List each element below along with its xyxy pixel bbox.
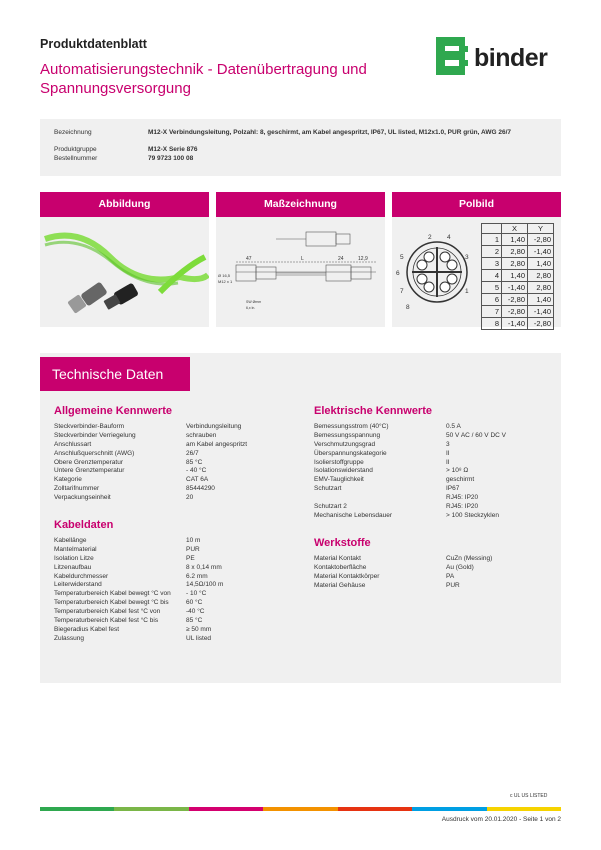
table-cell: -2,80 xyxy=(528,318,554,330)
spec-value: -40 °C xyxy=(186,608,205,616)
spec-key: Isolierstoffgruppe xyxy=(314,458,364,466)
technical-data-section xyxy=(40,353,561,683)
spec-key: Litzenaufbau xyxy=(54,563,92,571)
spec-key: EMV-Tauglichkeit xyxy=(314,476,364,484)
spec-row xyxy=(54,441,294,450)
spec-row xyxy=(54,432,294,441)
panel-masszeichnung xyxy=(216,192,385,327)
spec-row xyxy=(54,617,294,626)
spec-row xyxy=(54,485,294,494)
table-cell: 2,80 xyxy=(528,282,554,294)
spec-key: Schutzart 2 xyxy=(314,503,347,511)
table-cell: 5 xyxy=(482,282,502,294)
product-image xyxy=(40,217,209,327)
color-bar-segment xyxy=(40,807,114,811)
spec-key: Biegeradius Kabel fest xyxy=(54,625,120,633)
table-cell: 2 xyxy=(482,246,502,258)
table-row xyxy=(482,294,554,306)
table-cell: 1 xyxy=(482,234,502,246)
dim-l: L xyxy=(301,256,304,262)
table-header-cell: X xyxy=(502,224,528,234)
spec-row xyxy=(54,494,294,503)
print-info: Ausdruck vom 20.01.2020 - Seite 1 von 2 xyxy=(441,816,561,823)
panel-title: Maßzeichnung xyxy=(216,192,385,217)
doc-type: Produktdatenblatt xyxy=(40,37,147,51)
spec-list-allgemein xyxy=(54,423,294,503)
pin-label: 7 xyxy=(400,288,404,295)
table-header-cell: Y xyxy=(528,224,554,234)
table-row xyxy=(482,234,554,246)
spec-row xyxy=(54,626,294,635)
spec-row xyxy=(54,564,294,573)
spec-key: Kontaktoberfläche xyxy=(314,563,367,571)
spec-value: 10 m xyxy=(186,537,201,544)
table-cell: -1,40 xyxy=(528,306,554,318)
spec-row xyxy=(314,485,554,494)
panel-polbild xyxy=(392,192,561,327)
pin-coordinate-table xyxy=(481,223,554,330)
panel-title: Polbild xyxy=(392,192,561,217)
dim-24: 24 xyxy=(338,256,344,262)
spec-key: Bemessungsspannung xyxy=(314,431,381,439)
spec-row xyxy=(314,503,554,512)
spec-value: 85 °C xyxy=(186,617,203,625)
spec-value: geschirmt xyxy=(446,476,475,484)
color-bar-segment xyxy=(189,807,263,811)
panel-abbildung xyxy=(40,192,209,327)
spec-key: Verpackungseinheit xyxy=(54,494,111,502)
table-cell: -2,80 xyxy=(502,306,528,318)
color-bar-segment xyxy=(338,807,412,811)
spec-row xyxy=(54,423,294,432)
spec-value: PA xyxy=(446,572,455,580)
spec-value: CAT 6A xyxy=(186,476,209,484)
table-cell: -1,40 xyxy=(528,246,554,258)
spec-value: RJ45: IP20 xyxy=(446,503,479,511)
table-cell: 2,80 xyxy=(502,258,528,270)
table-cell: -1,40 xyxy=(502,282,528,294)
table-cell: 1,40 xyxy=(502,270,528,282)
spec-row xyxy=(314,512,554,521)
spec-key: Steckverbinder-Bauform xyxy=(54,423,125,430)
spec-value: 26/7 xyxy=(186,449,199,457)
spec-value: 14,5Ω/100 m xyxy=(186,581,224,589)
color-bar-segment xyxy=(487,807,561,811)
spec-row xyxy=(54,546,294,555)
table-cell: 4 xyxy=(482,270,502,282)
info-label: Bestellnummer xyxy=(54,155,98,162)
spec-value: RJ45: IP20 xyxy=(446,494,479,502)
dim-dia: Ø 16,5 xyxy=(218,273,231,278)
table-cell: 6 xyxy=(482,294,502,306)
spec-value: - 10 °C xyxy=(186,590,207,598)
spec-row xyxy=(54,537,294,546)
spec-row xyxy=(314,467,554,476)
spec-row xyxy=(314,555,554,564)
spec-key: Material Kontakt xyxy=(314,555,361,562)
spec-row xyxy=(314,441,554,450)
spec-key: Temperaturbereich Kabel bewegt °C bis xyxy=(54,599,169,607)
spec-key: Material Gehäuse xyxy=(314,581,366,589)
spec-row xyxy=(54,573,294,582)
table-cell: 7 xyxy=(482,306,502,318)
spec-value: 0.5 A xyxy=(446,423,461,430)
spec-key: Steckverbinder Verriegelung xyxy=(54,431,136,439)
spec-key: Zolltarifnummer xyxy=(54,485,100,493)
table-cell: -2,80 xyxy=(528,234,554,246)
pin-diagram xyxy=(392,217,561,327)
spec-key: Schutzart xyxy=(314,485,342,493)
pin-label: 5 xyxy=(400,254,404,261)
dim-m12: M12 x 1 xyxy=(218,279,233,284)
info-box xyxy=(40,119,561,176)
color-bar-segment xyxy=(412,807,486,811)
heading-werkstoffe: Werkstoffe xyxy=(314,537,371,549)
spec-value: II xyxy=(446,458,450,466)
dimension-drawing-icon xyxy=(216,217,385,327)
table-header-cell xyxy=(482,224,502,234)
pin-label: 6 xyxy=(396,270,400,277)
cable-image-icon xyxy=(40,217,209,327)
spec-value: PUR xyxy=(186,545,200,553)
spec-key: Temperaturbereich Kabel fest °C von xyxy=(54,608,161,616)
table-row xyxy=(482,246,554,258)
pin-label: 8 xyxy=(406,304,410,311)
page-title: Automatisierungstechnik - Datenübertragung und Spannungsversorgung xyxy=(40,61,367,97)
spec-key: Zulassung xyxy=(54,634,84,642)
dimension-drawing xyxy=(216,217,385,327)
spec-key: Anschlußquerschnitt (AWG) xyxy=(54,449,135,457)
table-row xyxy=(482,306,554,318)
spec-value: 60 °C xyxy=(186,599,203,607)
spec-key: Kabellänge xyxy=(54,537,87,544)
info-label: Produktgruppe xyxy=(54,146,97,153)
spec-row xyxy=(314,450,554,459)
heading-elektrisch: Elektrische Kennwerte xyxy=(314,405,432,417)
spec-row xyxy=(54,555,294,564)
heading-allgemein: Allgemeine Kennwerte xyxy=(54,405,172,417)
spec-row xyxy=(314,564,554,573)
spec-value: 3 xyxy=(446,440,450,448)
spec-key: Mantelmaterial xyxy=(54,545,97,553)
spec-key: Mechanische Lebensdauer xyxy=(314,511,393,519)
spec-key: Bemessungsstrom (40°C) xyxy=(314,423,389,430)
section-title: Technische Daten xyxy=(40,357,190,391)
spec-value: 85 °C xyxy=(186,458,203,466)
color-bar xyxy=(40,807,561,811)
table-cell: 2,80 xyxy=(502,246,528,258)
spec-row xyxy=(314,573,554,582)
spec-key: Isolationswiderstand xyxy=(314,467,373,475)
spec-key: Überspannungskategorie xyxy=(314,449,387,457)
spec-row xyxy=(314,582,554,591)
spec-value: 20 xyxy=(186,494,194,502)
table-cell: 2,80 xyxy=(528,270,554,282)
dim-12-9: 12,9 xyxy=(358,256,368,262)
heading-kabeldaten: Kabeldaten xyxy=(54,519,114,531)
spec-value: UL listed xyxy=(186,634,212,642)
pin-label: 2 xyxy=(428,234,432,241)
spec-key: Temperaturbereich Kabel fest °C bis xyxy=(54,617,159,625)
spec-list-kabeldaten xyxy=(54,537,294,644)
table-cell: 3 xyxy=(482,258,502,270)
spec-row xyxy=(54,476,294,485)
spec-row xyxy=(314,494,554,503)
table-cell: -1,40 xyxy=(502,318,528,330)
spec-key: Kabeldurchmesser xyxy=(54,572,109,580)
spec-key: Kategorie xyxy=(54,476,82,484)
spec-row xyxy=(314,476,554,485)
spec-row xyxy=(54,608,294,617)
spec-value: 6.2 mm xyxy=(186,572,208,580)
spec-value: > 100 Steckzyklen xyxy=(446,511,499,519)
spec-row xyxy=(314,459,554,468)
table-cell: 1,40 xyxy=(502,234,528,246)
logo-text: binder xyxy=(474,44,548,72)
spec-value: 8 x 0,14 mm xyxy=(186,563,222,571)
spec-value: schrauben xyxy=(186,431,217,439)
spec-value: II xyxy=(446,449,450,457)
spec-value: Verbindungsleitung xyxy=(186,423,242,430)
dim-note2: 6,x ln. xyxy=(246,306,256,310)
spec-row xyxy=(54,581,294,590)
spec-list-werkstoffe xyxy=(314,555,554,591)
info-value: 79 9723 100 08 xyxy=(148,155,194,162)
ul-listed-mark: c UL US LISTED xyxy=(510,793,548,799)
info-value: M12-X Verbindungsleitung, Polzahl: 8, geschirmt, am Kabel angespritzt, IP67, UL listed, M12x1.0, PUR grün, AWG 26/7 xyxy=(148,129,512,136)
color-bar-segment xyxy=(263,807,337,811)
spec-value: 85444290 xyxy=(186,485,215,493)
spec-key: Anschlussart xyxy=(54,440,92,448)
spec-row xyxy=(54,450,294,459)
spec-value: - 40 °C xyxy=(186,467,207,475)
pin-label: 3 xyxy=(465,254,469,261)
table-cell: 8 xyxy=(482,318,502,330)
spec-row xyxy=(54,590,294,599)
spec-row xyxy=(314,423,554,432)
spec-key: Isolation Litze xyxy=(54,554,94,562)
panel-title: Abbildung xyxy=(40,192,209,217)
spec-value: CuZn (Messing) xyxy=(446,555,493,562)
spec-value: am Kabel angespritzt xyxy=(186,440,248,448)
dim-47: 47 xyxy=(246,256,252,262)
spec-key: Obere Grenztemperatur xyxy=(54,458,124,466)
spec-row xyxy=(314,432,554,441)
pin-label: 1 xyxy=(465,288,469,295)
spec-row xyxy=(54,635,294,644)
spec-value: 50 V AC / 60 V DC V xyxy=(446,431,506,439)
pin-label: 4 xyxy=(447,234,451,241)
table-header-row xyxy=(482,224,554,234)
spec-value: PUR xyxy=(446,581,460,589)
spec-row xyxy=(54,467,294,476)
spec-row xyxy=(54,459,294,468)
spec-key: Leiterwiderstand xyxy=(54,581,102,589)
color-bar-segment xyxy=(114,807,188,811)
table-cell: 1,40 xyxy=(528,258,554,270)
spec-value: > 10⁸ Ω xyxy=(446,467,469,475)
table-row xyxy=(482,270,554,282)
spec-row xyxy=(54,599,294,608)
spec-key: Material Kontaktkörper xyxy=(314,572,380,580)
table-row xyxy=(482,258,554,270)
table-cell: -2,80 xyxy=(502,294,528,306)
spec-value: Au (Gold) xyxy=(446,563,474,571)
pin-layout-icon xyxy=(392,217,482,327)
dim-note1: SW Ømm xyxy=(246,300,262,304)
spec-key: Untere Grenztemperatur xyxy=(54,467,125,475)
spec-value: ≥ 50 mm xyxy=(186,625,212,633)
spec-value: PE xyxy=(186,554,195,562)
spec-value: IP67 xyxy=(446,485,460,493)
table-cell: 1,40 xyxy=(528,294,554,306)
spec-list-elektrisch xyxy=(314,423,554,521)
spec-key: Temperaturbereich Kabel bewegt °C von xyxy=(54,590,171,598)
spec-key: Verschmutzungsgrad xyxy=(314,440,376,448)
table-row xyxy=(482,318,554,330)
table-row xyxy=(482,282,554,294)
info-label: Bezeichnung xyxy=(54,129,92,136)
info-value: M12-X Serie 876 xyxy=(148,146,198,153)
